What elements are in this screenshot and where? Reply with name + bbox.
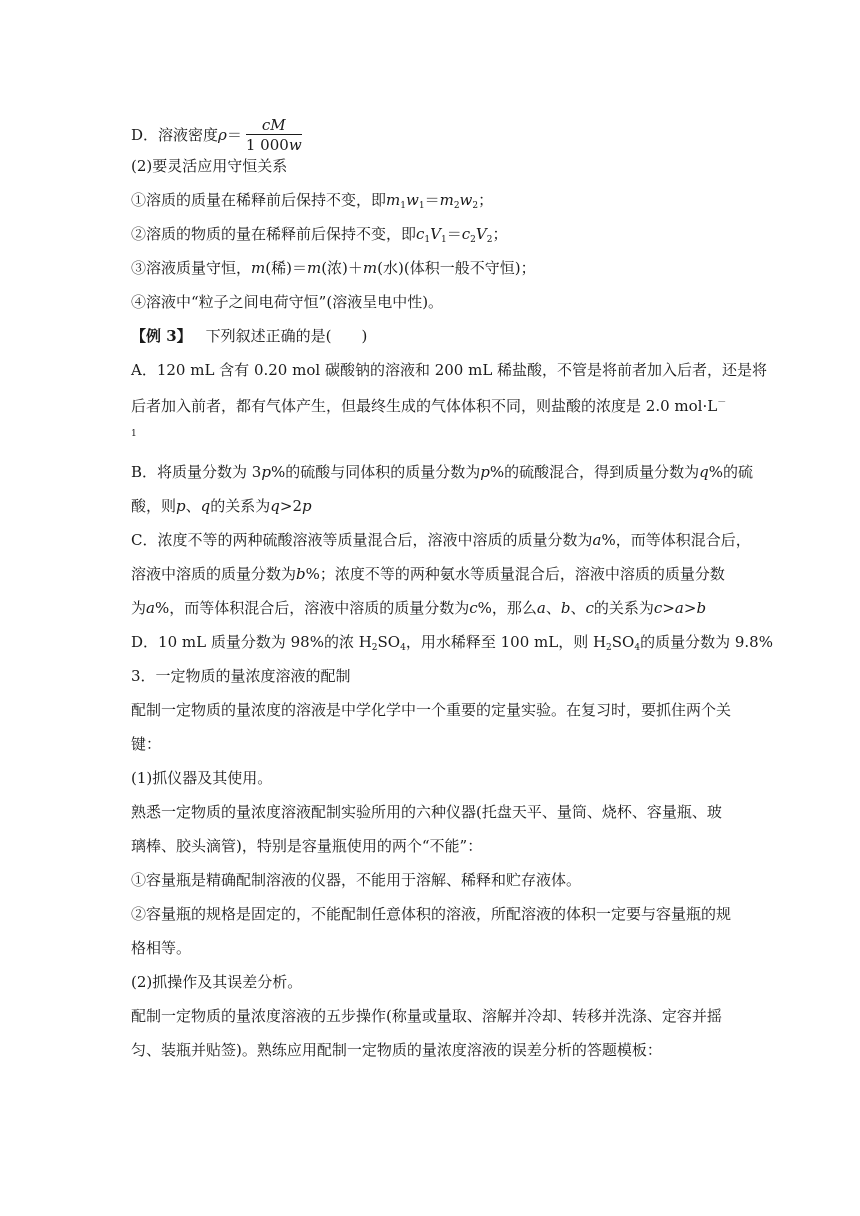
c1-sub3: 2 bbox=[453, 201, 460, 211]
c2-v1: V bbox=[430, 225, 441, 243]
c2-end: ； bbox=[492, 225, 508, 243]
note-1: ①容量瓶是精确配制溶液的仪器，不能用于溶解、稀释和贮存液体。 bbox=[131, 871, 582, 889]
density-fraction bbox=[246, 116, 302, 155]
c3-m2: m bbox=[306, 259, 322, 277]
section-3-para-3-cont: 匀、装瓶并贴签)。熟练应用配制一定物质的量浓度溶液的误差分析的答题模板： bbox=[131, 1041, 662, 1059]
c3-m3: m bbox=[362, 259, 378, 277]
example-question: 下列叙述正确的是( ) bbox=[205, 327, 368, 345]
c-3b: a bbox=[146, 599, 155, 617]
c-3l: c bbox=[653, 599, 663, 617]
d-1s1: 2 bbox=[371, 643, 378, 653]
section-3-para-2-cont: 璃棒、胶头滴管)，特别是容量瓶使用的两个“不能”： bbox=[131, 837, 483, 855]
d-1d: SO bbox=[611, 633, 635, 651]
conservation-3 bbox=[131, 258, 536, 278]
d-1s3: 2 bbox=[606, 643, 612, 653]
c2-sub2: 1 bbox=[441, 235, 447, 245]
option-a-line-1: A．120 mL 含有 0.20 mol 碳酸钠的溶液和 200 mL 稀盐酸，不管是将前者加入后者，还是将 bbox=[131, 361, 768, 379]
option-c-line-2 bbox=[131, 564, 725, 584]
c-1a: C．浓度不等的两种硫酸溶液等质量混合后，溶液中溶质的质量分数为 bbox=[131, 531, 593, 549]
option-a-line-2 bbox=[131, 393, 726, 416]
option-b-line-1 bbox=[131, 462, 753, 482]
c1-m1: m bbox=[386, 191, 401, 209]
d-1s2: 4 bbox=[400, 643, 406, 653]
c-3h: b bbox=[560, 599, 571, 617]
b2-p: p bbox=[176, 497, 186, 515]
c1-sub1: 1 bbox=[400, 201, 406, 211]
b2-p2: p bbox=[302, 497, 312, 515]
c-3k: 的关系为 bbox=[593, 599, 654, 617]
note-2: ②容量瓶的规格是固定的，不能配制任意体积的溶液，所配溶液的体积一定要与容量瓶的规 bbox=[131, 905, 732, 923]
item-2-heading: (2)抓操作及其误差分析。 bbox=[131, 973, 303, 991]
c2-sub3: 2 bbox=[470, 235, 476, 245]
rho-symbol: ρ bbox=[218, 126, 227, 144]
b2-d: >2 bbox=[279, 497, 302, 515]
c1-w1: w bbox=[405, 191, 419, 209]
c1-sub2: 1 bbox=[418, 201, 425, 211]
c2-sub4: 2 bbox=[486, 235, 493, 245]
c-3j: c bbox=[585, 599, 594, 617]
example-label: 【例 3】 bbox=[131, 327, 192, 345]
c1-w2: w bbox=[459, 191, 473, 209]
option-b-line-2 bbox=[131, 496, 312, 516]
option-a-line-3: 1 bbox=[131, 429, 137, 439]
point-2-heading: (2)要灵活应用守恒关系 bbox=[131, 157, 288, 175]
b1-q: q bbox=[699, 463, 709, 481]
b2-b: 、 bbox=[185, 497, 201, 515]
c-2a: 溶液中溶质的质量分数为 bbox=[131, 565, 297, 583]
c1-sub4: 2 bbox=[472, 201, 479, 211]
b1-d: %的硫 bbox=[708, 463, 753, 481]
c2-text: ②溶质的物质的量在稀释前后保持不变，即 bbox=[131, 225, 417, 243]
section-3-heading: 3．一定物质的量浓度溶液的配制 bbox=[131, 667, 351, 685]
equals-sign: ＝ bbox=[226, 126, 242, 144]
c3-a: ③溶液质量守恒， bbox=[131, 259, 252, 277]
c3-b: (稀)＝ bbox=[265, 259, 307, 277]
section-3-para-3: 配制一定物质的量浓度溶液的五步操作(称量或量取、溶解并冷却、转移并洗涤、定容并摇 bbox=[131, 1007, 722, 1025]
c1-end: ； bbox=[478, 191, 494, 209]
option-d-text: D．溶液密度 bbox=[131, 126, 219, 144]
d-1e: 的质量分数为 9.8% bbox=[640, 633, 773, 651]
c2-c1: c bbox=[416, 225, 425, 243]
b2-q2: q bbox=[270, 497, 280, 515]
fraction-numerator: cM bbox=[246, 116, 302, 135]
c-3e: %，那么 bbox=[477, 599, 537, 617]
b1-p1: p bbox=[261, 463, 271, 481]
c2-v2: V bbox=[475, 225, 487, 243]
d-1b: SO bbox=[377, 633, 401, 651]
option-d-dilution bbox=[131, 632, 773, 658]
c-3d: c bbox=[469, 599, 478, 617]
c1-text: ①溶质的质量在稀释前后保持不变，即 bbox=[131, 191, 387, 209]
c-3n: a bbox=[674, 599, 684, 617]
c3-d: (水)(体积一般不守恒)； bbox=[377, 259, 536, 277]
b2-c: 的关系为 bbox=[210, 497, 271, 515]
fraction-denominator bbox=[246, 135, 302, 155]
b1-a: B．将质量分数为 3 bbox=[131, 463, 262, 481]
den-variable: w bbox=[288, 136, 302, 154]
c-2b: b bbox=[296, 565, 306, 583]
section-3-para-2: 熟悉一定物质的量浓度溶液配制实验所用的六种仪器(托盘天平、量筒、烧杯、容量瓶、玻 bbox=[131, 803, 722, 821]
c-1b: a bbox=[592, 531, 602, 549]
c-3f: a bbox=[536, 599, 546, 617]
conservation-1 bbox=[131, 190, 493, 216]
option-d-density bbox=[131, 116, 302, 155]
d-1s4: 4 bbox=[634, 643, 641, 653]
c-3o: > bbox=[683, 599, 697, 617]
c-3c: %，而等体积混合后，溶液中溶质的质量分数为 bbox=[154, 599, 470, 617]
c-3a: 为 bbox=[131, 599, 147, 617]
option-c-line-1 bbox=[131, 530, 751, 550]
conservation-2 bbox=[131, 224, 507, 250]
c-1c: %，而等体积混合后， bbox=[601, 531, 751, 549]
c1-eq: ＝ bbox=[424, 191, 440, 209]
d-1a: D．10 mL 质量分数为 98%的浓 H bbox=[131, 633, 372, 651]
c-2c: %；浓度不等的两种氨水等质量混合后，溶液中溶质的质量分数 bbox=[305, 565, 725, 583]
a2-superscript: － bbox=[717, 398, 727, 408]
c-3i: 、 bbox=[570, 599, 586, 617]
conservation-4: ④溶液中“粒子之间电荷守恒”(溶液呈电中性)。 bbox=[131, 293, 444, 311]
c-3m: > bbox=[662, 599, 675, 617]
den-number: 1 000 bbox=[245, 136, 289, 154]
note-2-cont: 格相等。 bbox=[131, 939, 192, 957]
c1-m2: m bbox=[439, 191, 454, 209]
section-3-para-1-cont: 键： bbox=[131, 735, 162, 753]
c2-eq: ＝ bbox=[446, 225, 462, 243]
b1-p2: p bbox=[480, 463, 490, 481]
c-3p: b bbox=[696, 599, 707, 617]
b1-c: %的硫酸混合，得到质量分数为 bbox=[489, 463, 700, 481]
c3-c: (浓)＋ bbox=[321, 259, 363, 277]
a2-text: 后者加入前者，都有气体产生，但最终生成的气体体积不同，则盐酸的浓度是 2.0 mol·L bbox=[131, 397, 718, 415]
b2-q: q bbox=[200, 497, 211, 515]
example-3-question bbox=[131, 326, 367, 346]
c-3g: 、 bbox=[545, 599, 561, 617]
section-3-para-1: 配制一定物质的量浓度的溶液是中学化学中一个重要的定量实验。在复习时，要抓住两个关 bbox=[131, 701, 732, 719]
b1-b: %的硫酸与同体积的质量分数为 bbox=[270, 463, 481, 481]
c2-c2: c bbox=[461, 225, 471, 243]
d-1c: ，用水稀释至 100 mL，则 H bbox=[405, 633, 607, 651]
b2-a: 酸，则 bbox=[131, 497, 177, 515]
c2-sub1: 1 bbox=[424, 235, 431, 245]
item-1-heading: (1)抓仪器及其使用。 bbox=[131, 769, 273, 787]
c3-m1: m bbox=[251, 259, 266, 277]
option-c-line-3 bbox=[131, 598, 706, 618]
